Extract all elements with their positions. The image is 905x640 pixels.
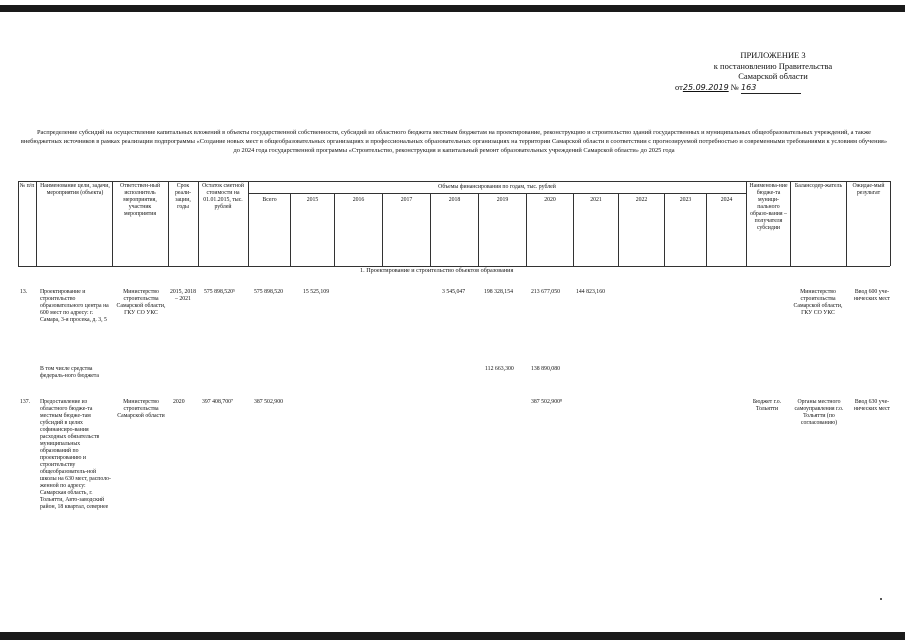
header-year-2023: 2023	[679, 197, 692, 203]
header-holder: Балансодер-жатель	[794, 183, 843, 189]
appendix-title: ПРИЛОЖЕНИЕ 3	[740, 50, 806, 60]
header-year-2018: 2018	[448, 197, 461, 203]
header-year-2020: 2020	[544, 197, 556, 203]
section-title: 1. Проектирование и строительство объектов образования	[360, 267, 514, 274]
row-137-total: 387 502,900	[254, 399, 283, 405]
row-137-2020: 387 502,900⁸	[531, 399, 563, 405]
header-year-2021: 2021	[590, 197, 602, 203]
row-137-num: 137.	[20, 399, 31, 405]
header-year-2019: 2019	[496, 197, 509, 203]
header-term: Срок реали-зации, годы	[174, 183, 192, 210]
row-13-2018: 3 545,047	[442, 289, 466, 295]
table-top-line	[18, 181, 890, 182]
row-13-balance: 575 898,520⁵	[204, 289, 236, 295]
header-year-2016: 2016	[352, 197, 365, 203]
header-year-2017: 2017	[400, 197, 413, 203]
row-13-federal-2020: 138 890,080	[531, 366, 560, 372]
header-name: Наименование цели, задачи, мероприятия (объекта)	[40, 183, 110, 196]
row-137-holder: Органы местного самоуправления г.о. Тольятти (по согласованию)	[794, 399, 844, 426]
row-13-result: Ввод 600 уче-нических мест	[853, 289, 891, 302]
appendix-header	[673, 50, 873, 94]
row-13-2015: 15 525,109	[303, 289, 330, 295]
row-13-2019: 198 328,154	[484, 289, 513, 295]
row-137-executor: Министерство строительства Самарской области	[117, 399, 165, 419]
appendix-region: Самарской области	[738, 71, 808, 81]
row-13-holder: Министерство строительства Самарской области, ГКУ СО УКС	[793, 289, 843, 316]
header-result: Ожидае-мый результат	[852, 183, 885, 196]
header-balance: Остаток сметной стоимости на 01.01.2015, тыс. рублей	[202, 183, 244, 210]
header-executor: Ответствен-ный исполнитель мероприятия, участник мероприятия	[119, 183, 161, 217]
header-year-2022: 2022	[635, 197, 648, 203]
table-header	[18, 181, 890, 267]
funding-subheader-line	[248, 193, 746, 194]
scan-speck	[880, 598, 882, 600]
header-num: № п/п	[19, 183, 35, 189]
row-13-num: 13.	[20, 289, 28, 295]
appendix-subtitle: к постановлению Правительства	[713, 60, 833, 71]
header-funding: Объемы финансирования по годам, тыс. рублей	[438, 184, 556, 190]
row-137-result: Ввод 630 уче-нических мест	[853, 399, 891, 412]
row-13-federal-2019: 112 663,300	[485, 366, 514, 372]
row-137-municipality: Бюджет г.о. Тольятти	[752, 399, 782, 412]
document-description: Распределение субсидий на осуществление капитальных вложений в объекты государственной собственности, субсидий из областного бюджета местным бюджетам на проектирование, реконструкцию и строительство зданий государственных и муниципальных общеобразовательных учреждений, а также внебюджетных источников в рамках реализации подпрограммы «Создание новых мест в общеобразовательных организациях и профессиональных образовательных организациях на территории Самарской области в соответствии с прогнозируемой потребностью и современными требованиями к условиям обучения» до 2024 года государственной программы «Строительство, реконструкция и капитальный ремонт образовательных учреждений Самарской области» до 2025 года	[20, 129, 888, 155]
handwritten-date: 25.09.2019	[682, 82, 729, 92]
header-total: Всего	[262, 197, 277, 203]
header-year-2015: 2015	[306, 197, 319, 203]
bottom-scan-border	[0, 632, 905, 640]
row-13-executor: Министерство строительства Самарской области, ГКУ СО УКС	[116, 289, 166, 316]
row-13-name: Проектирование и строительство образовательного центра на 600 мест по адресу: г. Самара, 3-я просека, д. 3, 5	[40, 289, 109, 323]
row-13-2020: 213 677,050	[531, 289, 560, 295]
row-13-federal-label: В том числе средства федераль-ного бюджета	[40, 366, 99, 379]
row-137-balance: 397 408,700⁷	[202, 399, 234, 405]
row-13-2021: 144 823,160	[576, 289, 605, 295]
top-scan-border	[0, 5, 905, 12]
appendix-date-line: от25.09.2019 № 163	[673, 82, 873, 95]
row-13-total: 575 898,520	[254, 289, 283, 295]
row-137-name: Предоставление из областного бюдже-та местным бюдже-там субсидий в целях софинансиро-вания расходных обязательств муниципальных образований по проектированию и строительству общеобразователь-ной школы на 630 мест, располо-женной по адресу: Самарская область, г. Тольятти, Авто-заводский район, 18 квартал, севернее	[40, 399, 111, 510]
handwritten-number: 163	[741, 83, 801, 95]
row-13-term: 2015, 2018 – 2021	[169, 289, 197, 302]
header-year-2024: 2024	[720, 197, 733, 203]
row-137-term: 2020	[173, 399, 185, 405]
header-municipality: Наименова-ние бюдже-та муници-пального образо-вания – получателя субсидии	[749, 183, 788, 231]
